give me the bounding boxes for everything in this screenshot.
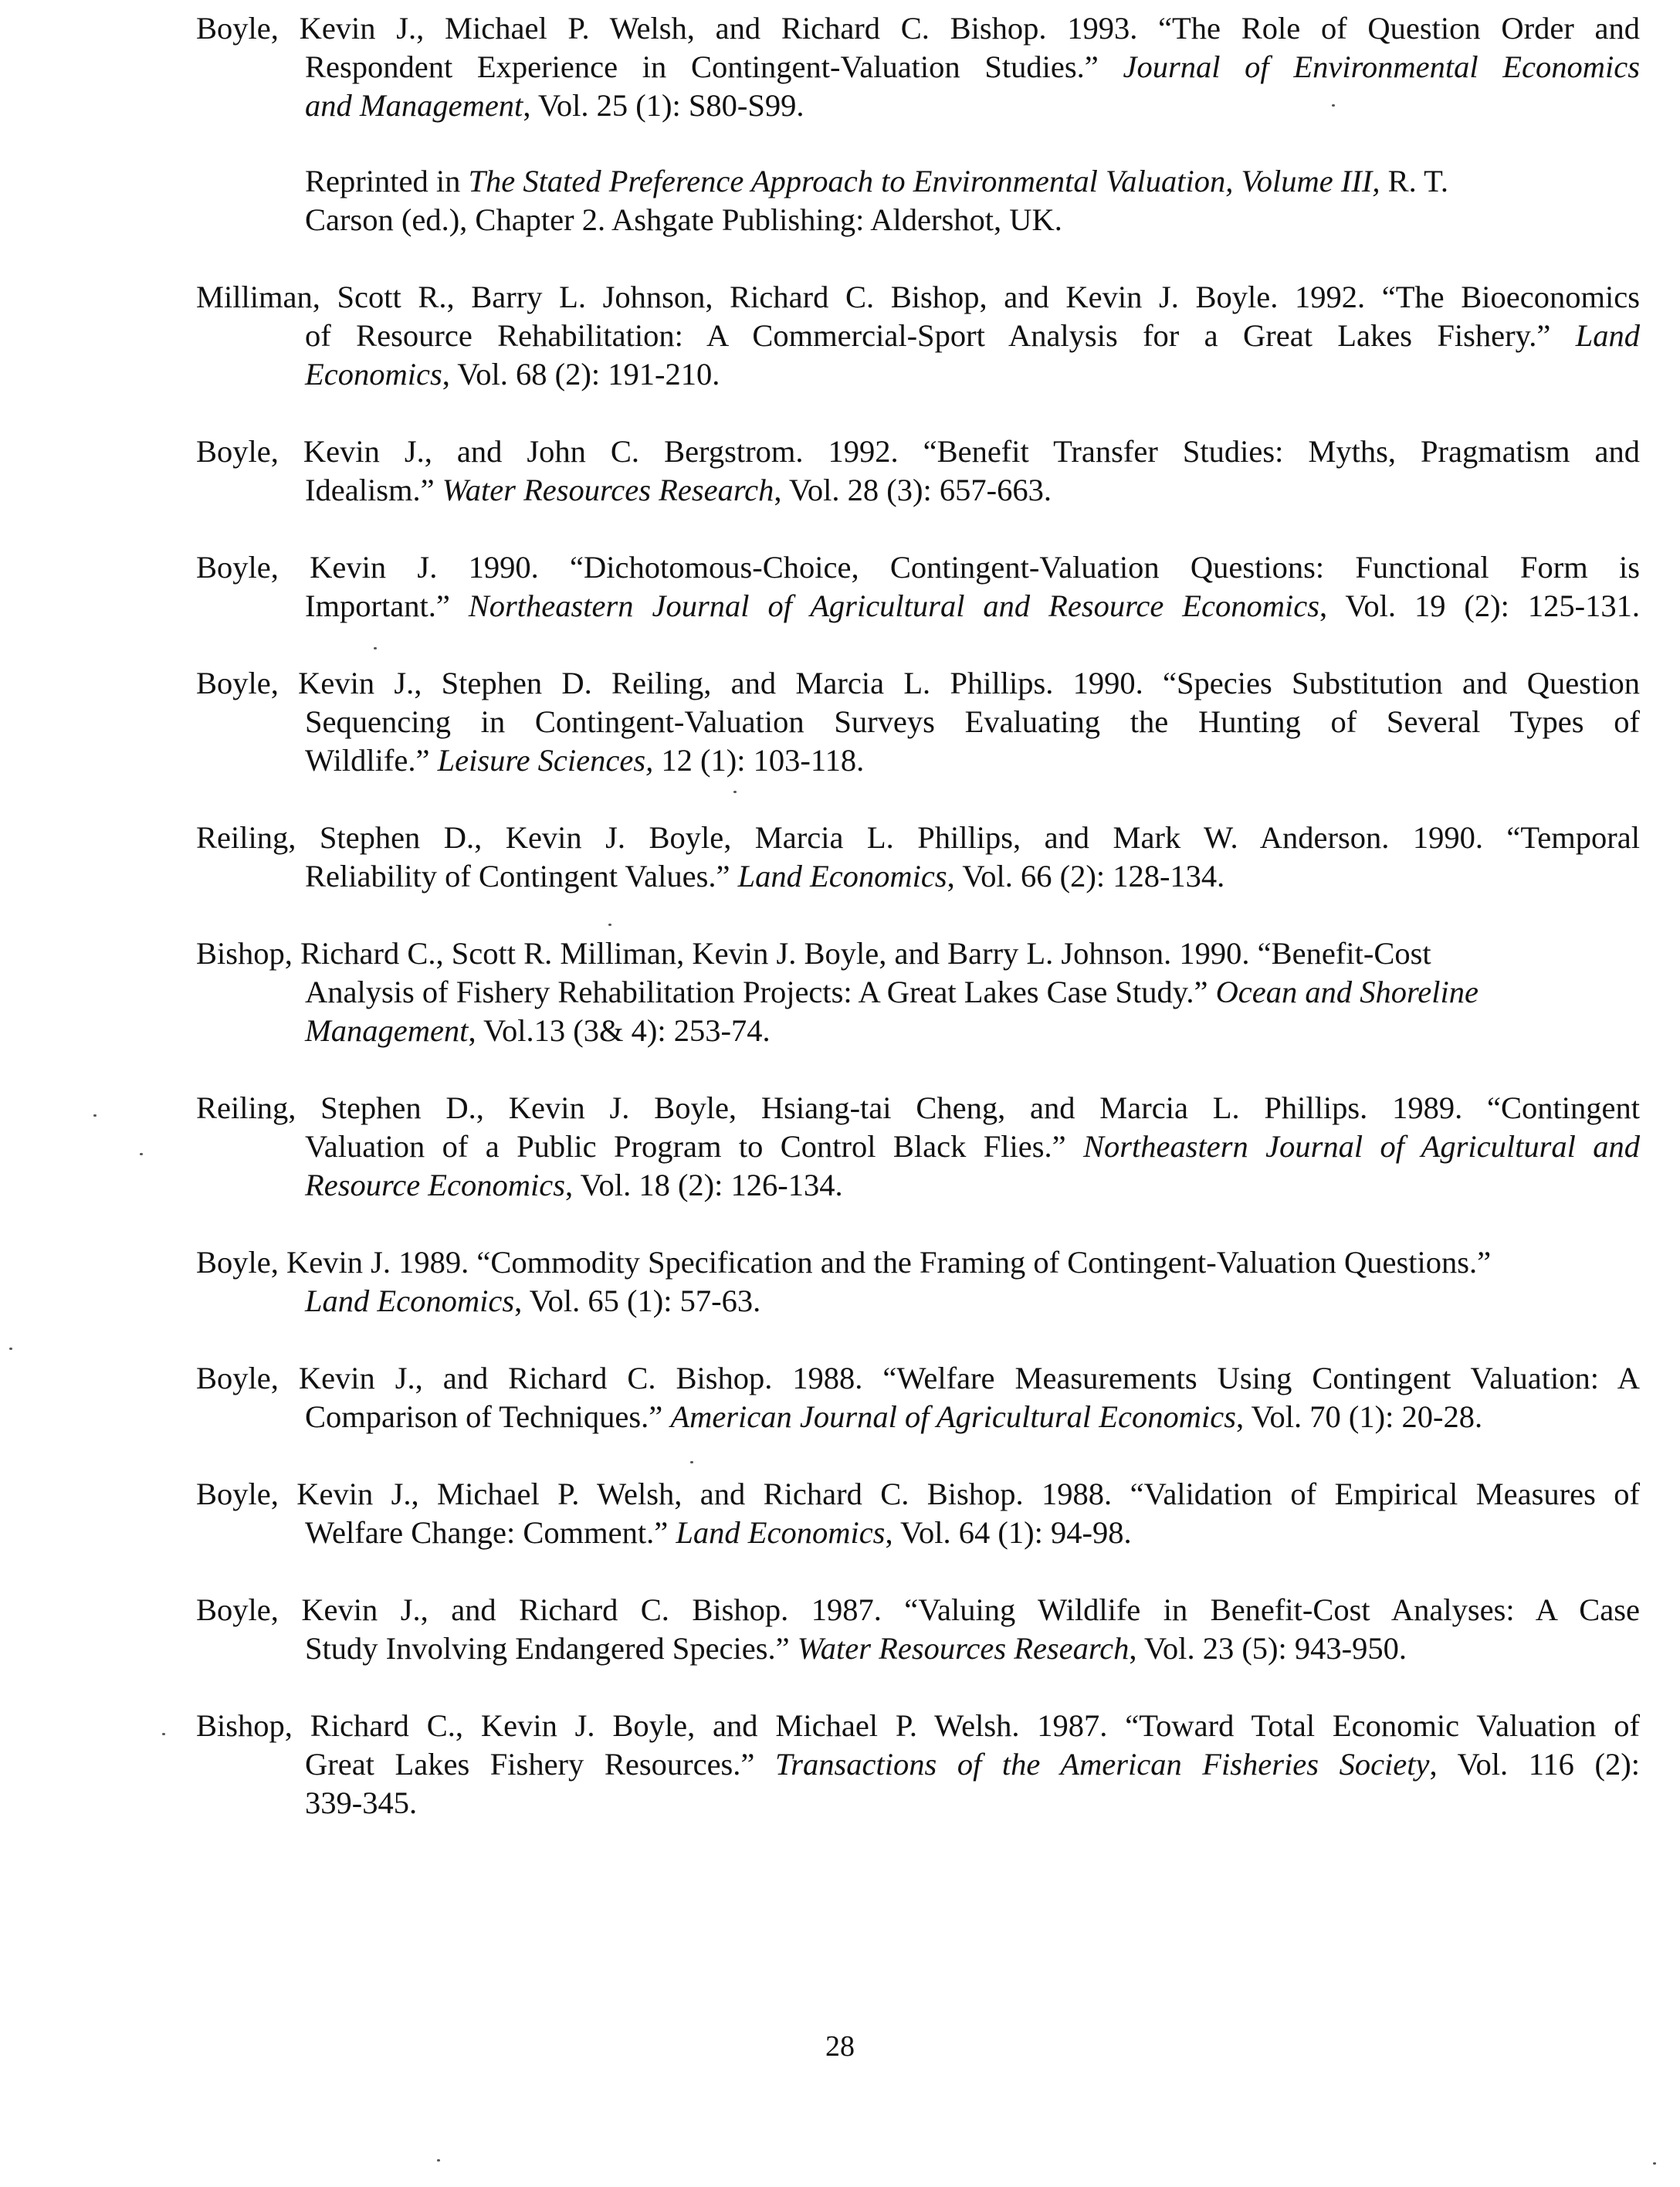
reference-italic-segment: Land Economics bbox=[737, 859, 947, 893]
reference-line bbox=[196, 934, 1640, 973]
reference-line bbox=[196, 1243, 1640, 1282]
reference-italic-segment: Land Economics bbox=[305, 1283, 515, 1318]
reference-text-segment: Wildlife.” bbox=[305, 743, 438, 778]
reference-italic-segment: and Management bbox=[305, 88, 523, 123]
reference-line bbox=[196, 317, 1640, 355]
reference-entry bbox=[196, 819, 1640, 896]
reference-text-segment: Respondent Experience in Contingent-Valuation Studies.” bbox=[305, 49, 1123, 84]
reference-italic-segment: Water Resources Research bbox=[442, 473, 774, 507]
reference-line bbox=[196, 432, 1640, 471]
reference-text-segment: , Vol. 66 (2): 128-134. bbox=[947, 859, 1225, 893]
scan-speck bbox=[437, 2159, 440, 2162]
reference-entry bbox=[196, 1475, 1640, 1552]
reference-line bbox=[196, 201, 1640, 239]
reference-line bbox=[196, 1784, 1640, 1822]
reference-text-segment: Great Lakes Fishery Resources.” bbox=[305, 1747, 775, 1782]
reference-entry bbox=[196, 548, 1640, 626]
reference-text-segment: , Vol. 65 (1): 57-63. bbox=[514, 1283, 761, 1318]
reference-italic-segment: Transactions of the American Fisheries Society bbox=[774, 1747, 1430, 1782]
reference-line bbox=[196, 1514, 1640, 1552]
reference-text-segment: Bishop, Richard C., Scott R. Milliman, Kevin J. Boyle, and Barry L. Johnson. 1990. “Benefit-Cost bbox=[196, 936, 1431, 971]
reference-text-segment: Boyle, Kevin J., Stephen D. Reiling, and Marcia L. Phillips. 1990. “Species Substitution and Question bbox=[196, 666, 1640, 700]
reference-line bbox=[196, 548, 1640, 587]
reference-line bbox=[196, 1012, 1640, 1050]
reference-italic-segment: Land Economics bbox=[676, 1515, 886, 1550]
reference-text-segment: Boyle, Kevin J., and Richard C. Bishop. 1988. “Welfare Measurements Using Contingent Valuation: A bbox=[196, 1361, 1640, 1395]
reference-text-segment: Reiling, Stephen D., Kevin J. Boyle, Hsiang-tai Cheng, and Marcia L. Phillips. 1989. “Contingent bbox=[196, 1090, 1640, 1125]
reference-line bbox=[196, 9, 1640, 48]
reference-entry bbox=[196, 9, 1640, 125]
reference-text-segment: Carson (ed.), Chapter 2. Ashgate Publishing: Aldershot, UK. bbox=[305, 202, 1062, 237]
reference-italic-segment: Northeastern Journal of Agricultural and bbox=[1082, 1129, 1640, 1164]
scan-speck bbox=[140, 1153, 143, 1155]
scan-speck bbox=[608, 924, 611, 926]
reference-text-segment: Reiling, Stephen D., Kevin J. Boyle, Marcia L. Phillips, and Mark W. Anderson. 1990. “Temporal bbox=[196, 820, 1640, 855]
reference-text-segment: Study Involving Endangered Species.” bbox=[305, 1631, 798, 1666]
reference-line bbox=[196, 86, 1640, 125]
reference-text-segment: , Vol. 18 (2): 126-134. bbox=[565, 1168, 843, 1202]
reference-italic-segment: Land bbox=[1575, 318, 1640, 353]
scan-speck bbox=[1332, 104, 1335, 107]
reference-line bbox=[196, 1398, 1640, 1436]
scan-speck bbox=[93, 1114, 97, 1117]
reference-italic-segment: The Stated Preference Approach to Environmental Valuation, Volume III, bbox=[468, 164, 1380, 198]
reference-italic-segment: Management bbox=[305, 1013, 469, 1048]
reference-line bbox=[196, 471, 1640, 510]
reference-text-segment: , Vol. 70 (1): 20-28. bbox=[1236, 1399, 1483, 1434]
reference-line bbox=[196, 1475, 1640, 1514]
reference-line bbox=[196, 1707, 1640, 1745]
reference-text-segment: Bishop, Richard C., Kevin J. Boyle, and Michael P. Welsh. 1987. “Toward Total Economic Valuation of bbox=[196, 1708, 1640, 1743]
reference-italic-segment: Northeastern Journal of Agricultural and Resource Economics bbox=[468, 588, 1319, 623]
reference-text-segment: , Vol. 25 (1): S80-S99. bbox=[523, 88, 804, 123]
reference-entry bbox=[196, 1707, 1640, 1822]
reference-entry bbox=[196, 664, 1640, 780]
reference-line bbox=[196, 1166, 1640, 1205]
scan-speck bbox=[374, 647, 377, 649]
reference-text-segment: , Vol. 28 (3): 657-663. bbox=[774, 473, 1052, 507]
reference-entry bbox=[196, 1359, 1640, 1436]
reference-text-segment: Boyle, Kevin J. 1990. “Dichotomous-Choice, Contingent-Valuation Questions: Functional Form is bbox=[196, 550, 1640, 585]
reference-text-segment: Valuation of a Public Program to Control Black Flies.” bbox=[305, 1129, 1083, 1164]
reference-entry bbox=[196, 1243, 1640, 1321]
scan-speck bbox=[9, 1348, 12, 1350]
reference-entry bbox=[196, 1591, 1640, 1668]
reference-line bbox=[196, 1629, 1640, 1668]
reference-line bbox=[196, 162, 1640, 201]
reference-text-segment: Welfare Change: Comment.” bbox=[305, 1515, 676, 1550]
reference-line bbox=[196, 741, 1640, 780]
reference-line bbox=[196, 1282, 1640, 1321]
reference-line bbox=[196, 1745, 1640, 1784]
reference-line bbox=[196, 1089, 1640, 1127]
reference-line bbox=[196, 664, 1640, 703]
reference-italic-segment: Ocean and Shoreline bbox=[1215, 975, 1478, 1009]
reference-entry bbox=[196, 432, 1640, 510]
reference-text-segment: Milliman, Scott R., Barry L. Johnson, Richard C. Bishop, and Kevin J. Boyle. 1992. “The Bioeconomics bbox=[196, 280, 1640, 314]
scan-speck bbox=[1653, 2162, 1656, 2165]
reference-text-segment: , Vol. 23 (5): 943-950. bbox=[1129, 1631, 1407, 1666]
reference-text-segment: of Resource Rehabilitation: A Commercial-Sport Analysis for a Great Lakes Fishery.” bbox=[305, 318, 1576, 353]
reference-line bbox=[196, 819, 1640, 857]
reference-text-segment: Boyle, Kevin J., and Richard C. Bishop. 1987. “Valuing Wildlife in Benefit-Cost Analyses: A Case bbox=[196, 1592, 1640, 1627]
reference-line bbox=[196, 1359, 1640, 1398]
reference-line bbox=[196, 1127, 1640, 1166]
reference-italic-segment: Economics bbox=[305, 357, 442, 392]
reference-text-segment: Comparison of Techniques.” bbox=[305, 1399, 671, 1434]
reference-entry bbox=[196, 1089, 1640, 1205]
scan-speck bbox=[690, 1461, 693, 1463]
reference-text-segment: Idealism.” bbox=[305, 473, 442, 507]
reference-line bbox=[196, 973, 1640, 1012]
reference-line bbox=[196, 1591, 1640, 1629]
reference-text-segment: , Vol. 116 (2): bbox=[1429, 1747, 1640, 1782]
reference-text-segment: , Vol. 68 (2): 191-210. bbox=[442, 357, 720, 392]
scan-speck bbox=[733, 791, 737, 793]
reference-text-segment: Reliability of Contingent Values.” bbox=[305, 859, 738, 893]
reference-text-segment: Analysis of Fishery Rehabilitation Projects: A Great Lakes Case Study.” bbox=[305, 975, 1216, 1009]
reference-text-segment: Important.” bbox=[305, 588, 469, 623]
reference-text-segment: 12 (1): 103-118. bbox=[653, 743, 865, 778]
reference-line bbox=[196, 703, 1640, 741]
reference-italic-segment: Journal of Environmental Economics bbox=[1123, 49, 1640, 84]
reference-italic-segment: Resource Economics bbox=[305, 1168, 566, 1202]
reference-text-segment: Boyle, Kevin J., and John C. Bergstrom. 1992. “Benefit Transfer Studies: Myths, Pragmatism and bbox=[196, 434, 1640, 469]
reference-italic-segment: Leisure Sciences, bbox=[437, 743, 654, 778]
reference-text-segment: , Vol. 64 (1): 94-98. bbox=[885, 1515, 1132, 1550]
reference-italic-segment: American Journal of Agricultural Economics bbox=[670, 1399, 1236, 1434]
reference-line bbox=[196, 278, 1640, 317]
page-number: 28 bbox=[825, 2030, 855, 2063]
reference-line bbox=[196, 355, 1640, 394]
scan-speck bbox=[162, 1733, 165, 1735]
reference-text-segment: Boyle, Kevin J., Michael P. Welsh, and Richard C. Bishop. 1993. “The Role of Question Order and bbox=[196, 11, 1640, 46]
reference-italic-segment: Water Resources Research bbox=[797, 1631, 1130, 1666]
reference-text-segment: Sequencing in Contingent-Valuation Surveys Evaluating the Hunting of Several Types of bbox=[305, 704, 1640, 739]
reference-text-segment: Boyle, Kevin J. 1989. “Commodity Specification and the Framing of Contingent-Valuation Questions.” bbox=[196, 1245, 1492, 1280]
reference-text-segment: 339-345. bbox=[305, 1785, 418, 1820]
reference-entry bbox=[196, 934, 1640, 1050]
reference-line bbox=[196, 857, 1640, 896]
reference-text-segment: , Vol.13 (3& 4): 253-74. bbox=[468, 1013, 771, 1048]
reference-text-segment: , Vol. 19 (2): 125-131. bbox=[1319, 588, 1640, 623]
reference-text-segment: Reprinted in bbox=[305, 164, 469, 198]
reference-text-segment: Boyle, Kevin J., Michael P. Welsh, and Richard C. Bishop. 1988. “Validation of Empirical Measures of bbox=[196, 1477, 1640, 1511]
reference-entry bbox=[196, 278, 1640, 394]
reference-entry bbox=[196, 162, 1640, 239]
reference-line bbox=[196, 48, 1640, 86]
reference-line bbox=[196, 587, 1640, 626]
reference-text-segment: R. T. bbox=[1380, 164, 1448, 198]
